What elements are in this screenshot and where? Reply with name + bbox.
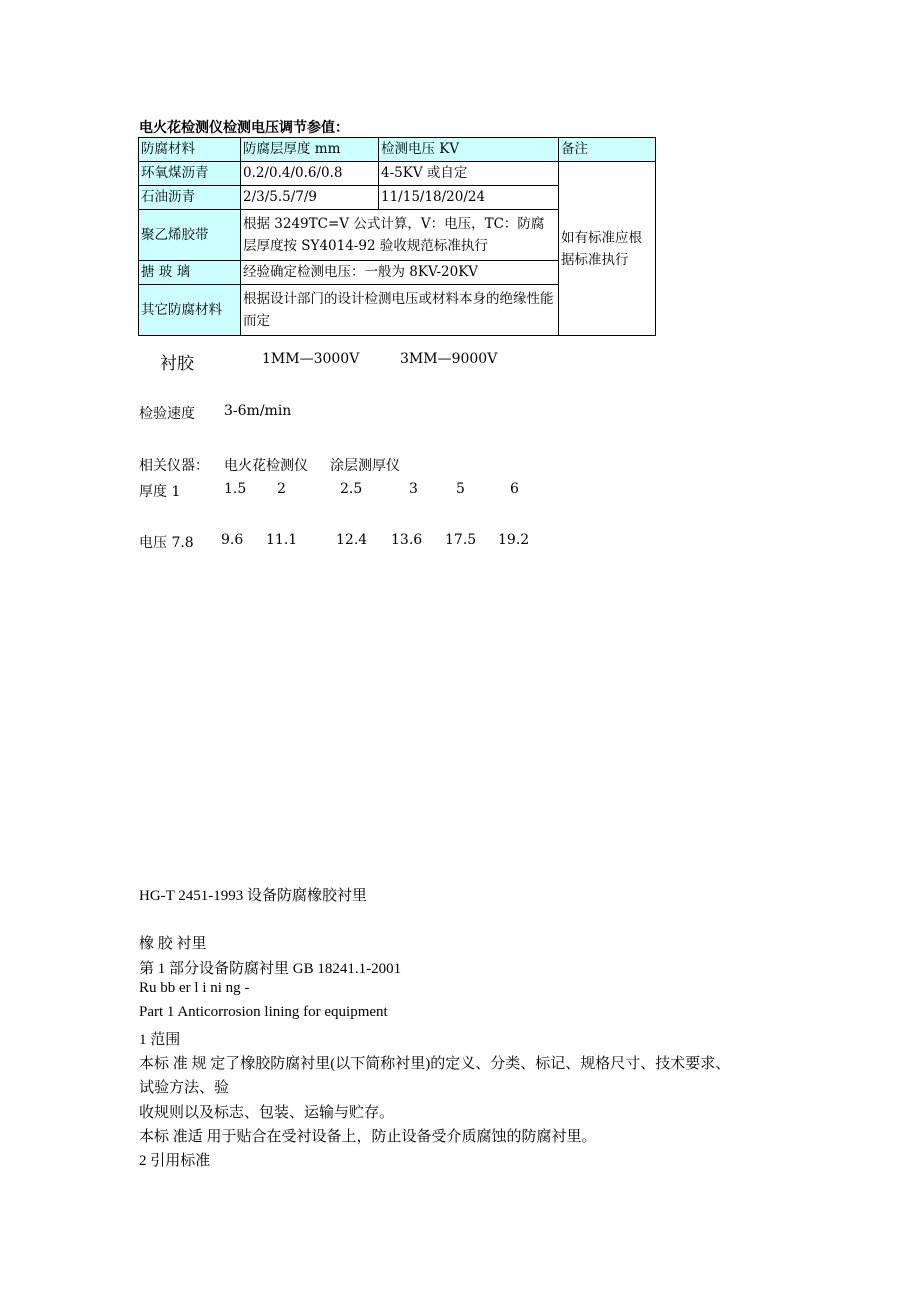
- standard-line: 收规则以及标志、包装、运输与贮存。: [139, 1105, 395, 1121]
- table-header-row: [139, 138, 656, 162]
- speed-label: 检验速度: [139, 406, 195, 422]
- header-thickness: 防腐层厚度 mm: [241, 138, 379, 162]
- lining-label: 衬胶: [160, 354, 194, 374]
- thickness-value: 1.5: [224, 481, 247, 497]
- standard-line: 橡 胶 衬里: [139, 936, 207, 952]
- voltage-value: 12.4: [336, 532, 368, 548]
- voltage-cell: 11/15/18/20/24: [379, 186, 559, 210]
- standard-line: 本标 准适 用于贴合在受衬设备上，防止设备受介质腐蚀的防腐衬里。: [139, 1129, 597, 1145]
- lining-value-1: 1MM—3000V: [262, 351, 360, 367]
- material-cell: 环氧煤沥青: [139, 162, 241, 186]
- voltage-value: 13.6: [391, 532, 423, 548]
- thickness-cell: 2/3/5.5/7/9: [241, 186, 379, 210]
- merged-cell: 根据设计部门的设计检测电压或材料本身的绝缘性能而定: [241, 285, 559, 336]
- voltage-parameter-table: [138, 137, 656, 336]
- material-cell: 其它防腐材料: [139, 285, 241, 336]
- header-voltage: 检测电压 KV: [379, 138, 559, 162]
- header-material: 防腐材料: [139, 138, 241, 162]
- thickness-value: 2.5: [340, 481, 363, 497]
- thickness-value: 2: [277, 481, 286, 497]
- thickness-value: 6: [510, 481, 519, 497]
- standard-line: Part 1 Anticorrosion lining for equipment: [139, 1004, 388, 1020]
- standard-line: 第 1 部分设备防腐衬里 GB 18241.1-2001: [139, 961, 402, 977]
- voltage-label: 电压 7.8: [139, 535, 194, 551]
- standard-line: 本标 准 规 定了橡胶防腐衬里(以下简称衬里)的定义、分类、标记、规格尺寸、技术要求、: [139, 1056, 731, 1072]
- material-cell: 聚乙烯胶带: [139, 210, 241, 261]
- voltage-value: 17.5: [445, 532, 477, 548]
- standard-line: Ru bb er l i ni ng -: [139, 980, 250, 996]
- voltage-value: 19.2: [498, 532, 530, 548]
- thickness-value: 5: [456, 481, 465, 497]
- material-cell: 搪 玻 璃: [139, 261, 241, 285]
- table-heading: 电火花检测仪检测电压调节参值：: [139, 120, 349, 136]
- standard-title: HG-T 2451-1993 设备防腐橡胶衬里: [139, 888, 368, 904]
- merged-cell: 根据 3249TC=V 公式计算，V：电压，TC：防腐层厚度按 SY4014-92 验收规范标准执行: [241, 210, 559, 261]
- instrument-2: 涂层测厚仪: [330, 458, 400, 474]
- thickness-label: 厚度 1: [139, 484, 181, 500]
- merged-cell: 经验确定检测电压：一般为 8KV-20KV: [241, 261, 559, 285]
- material-cell: 石油沥青: [139, 186, 241, 210]
- table-row: [139, 162, 656, 186]
- lining-value-2: 3MM—9000V: [400, 351, 498, 367]
- instrument-1: 电火花检测仪: [224, 458, 308, 474]
- section-heading: 2 引用标准: [139, 1153, 211, 1169]
- section-heading: 1 范围: [139, 1032, 181, 1048]
- voltage-value: 11.1: [266, 532, 298, 548]
- speed-value: 3-6m/min: [224, 403, 292, 419]
- remark-cell: 如有标准应根据标准执行: [559, 162, 656, 336]
- thickness-cell: 0.2/0.4/0.6/0.8: [241, 162, 379, 186]
- standard-line: 试验方法、验: [139, 1080, 230, 1096]
- voltage-value: 9.6: [221, 532, 244, 548]
- voltage-cell: 4-5KV 或自定: [379, 162, 559, 186]
- thickness-value: 3: [409, 481, 418, 497]
- header-remark: 备注: [559, 138, 656, 162]
- instruments-label: 相关仪器：: [139, 458, 209, 474]
